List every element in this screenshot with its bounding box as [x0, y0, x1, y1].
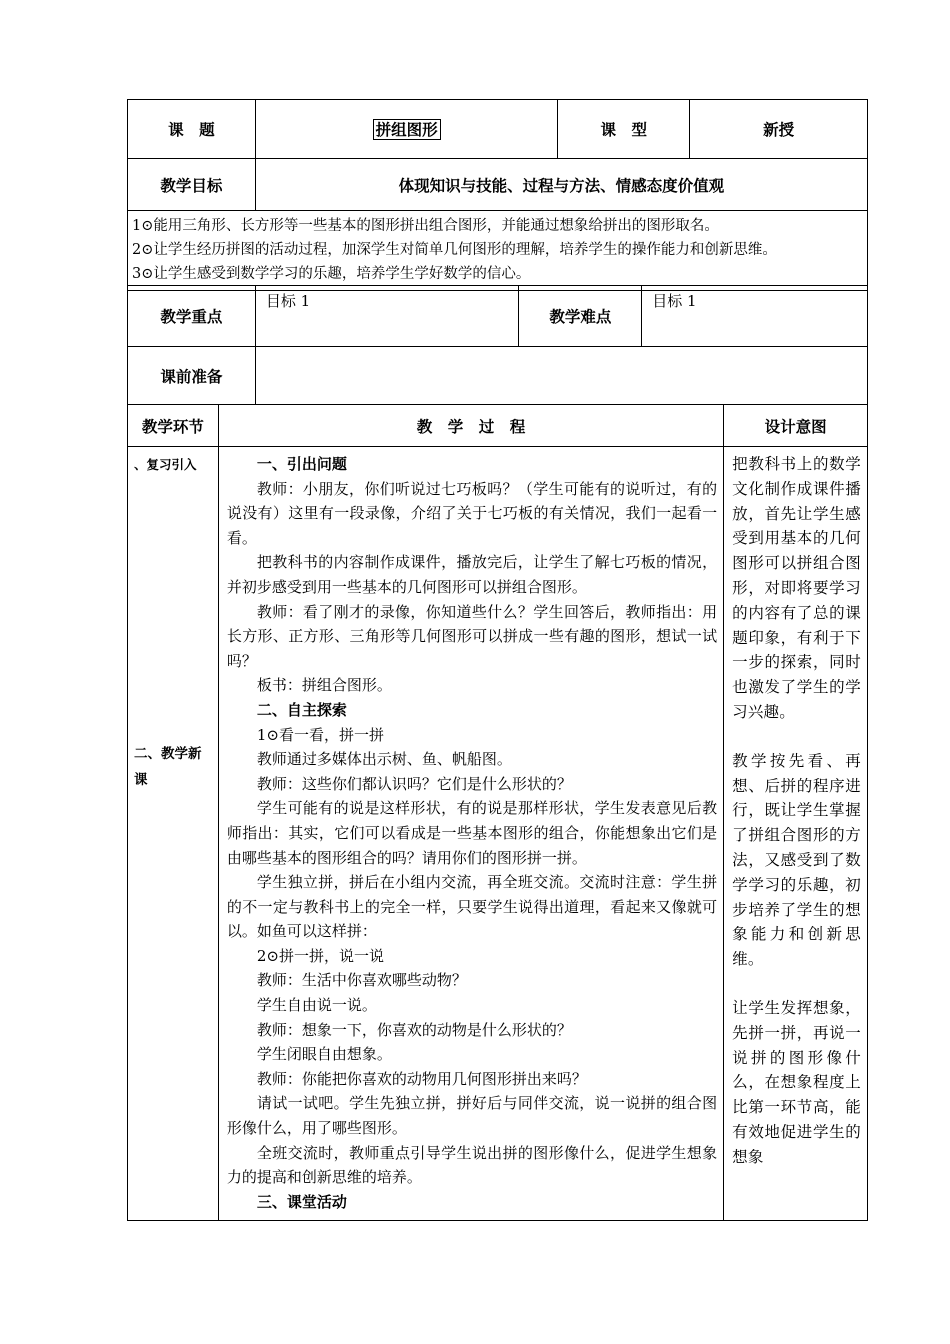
process-paragraph: 学生独立拼，拼后在小组内交流，再全班交流。交流时注意：学生拼的不一定与教科书上的完全一样，只要学生说得出道理，看起来又像就可以。如鱼可以这样拼：: [226, 873, 718, 941]
process-paragraph: 1⊙看一看，拼一拼: [256, 725, 384, 744]
process-paragraphs: [227, 452, 717, 1214]
key-value: 目标 1: [255, 286, 519, 347]
process-paragraph: 教师：想象一下，你喜欢的动物是什么形状的？: [256, 1020, 572, 1039]
process-paragraph: 学生可能有的说是这样形状，有的说是那样形状，学生发表意见后教师指出：其实，它们可以看成是一些基本图形的组合，你能想象出它们是由哪些基本的图形组合的吗？请用你们的图形拼一拼。: [226, 799, 718, 867]
process-paragraph: 板书：拼组合图形。: [256, 676, 392, 695]
stage-review: 、复习引入: [134, 457, 197, 472]
process-paragraph: 教师通过多媒体出示树、鱼、帆船图。: [256, 750, 512, 769]
process-paragraph: 教师：这些你们都认识吗？它们是什么形状的？: [256, 774, 572, 793]
key-label: 教学重点: [128, 286, 256, 347]
process-paragraph: 全班交流时，教师重点引导学生说出拼的图形像什么，促进学生想象力的提高和创新思维的培养。: [226, 1143, 718, 1187]
type-label: 课 型: [558, 100, 690, 159]
prep-value: [255, 347, 867, 405]
goal-item: 3⊙让学生感受到数学学习的乐趣，培养学生学好数学的信心。: [132, 266, 531, 282]
process-paragraph: 请试一试吧。学生先独立拼，拼好后与同伴交流，说一说拼的组合图形像什么，用了哪些图形。: [226, 1094, 718, 1138]
col-process: 教 学 过 程: [218, 405, 723, 447]
teaching-process-table: [127, 404, 868, 1221]
section-heading: 一、引出问题: [256, 455, 347, 473]
intent-paragraph: 教学按先看、再想、后拼的程序进行，既让学生掌握了拼组合图形的方法，又感受到了数学学习的乐趣，初步培养了学生的想象能力和创新思维。: [732, 751, 861, 969]
goals-label: 教学目标: [128, 159, 256, 211]
prep-label: 课前准备: [128, 347, 256, 405]
intent-paragraph: 让学生发挥想象，先拼一拼，再说一说拼的图形像什么，在想象程度上比第一环节高，能有效地促进学生的想象: [732, 998, 861, 1166]
topic-value: [255, 100, 558, 159]
process-paragraph: 教师：你能把你喜欢的动物用几何图形拼出来吗？: [256, 1069, 587, 1088]
section-heading: 三、课堂活动: [256, 1192, 347, 1211]
process-paragraph: 把教科书的内容制作成课件，播放完后，让学生了解七巧板的情况，并初步感受到用一些基本的几何图形可以拼组合图形。: [226, 553, 718, 596]
col-intent: 设计意图: [724, 405, 868, 447]
process-paragraph: 教师：小朋友，你们听说过七巧板吗？（学生可能有的说听过，有的说没有）这里有一段录像，介绍了关于七巧板的有关情况，我们一起看一看。: [226, 479, 718, 547]
type-value: 新授: [690, 100, 868, 159]
goal-item: 2⊙让学生经历拼图的活动过程，加深学生对简单几何图形的理解，培养学生的操作能力和创新思维。: [132, 242, 777, 258]
goal-item: 1⊙能用三角形、长方形等一些基本的图形拼出组合图形，并能通过想象给拼出的图形取名。: [132, 218, 719, 234]
difficulty-label: 教学难点: [519, 286, 642, 347]
key-points-table: [127, 285, 868, 405]
stage-new-lesson: 二、教学新课: [134, 746, 202, 788]
goals-description: 体现知识与技能、过程与方法、情感态度价值观: [255, 159, 867, 211]
process-content: [218, 447, 723, 1221]
goals-list: [128, 211, 868, 291]
process-paragraph: 教师：生活中你喜欢哪些动物？: [256, 971, 467, 990]
intent-content: [724, 447, 868, 1221]
difficulty-value: 目标 1: [642, 286, 868, 347]
col-stage: 教学环节: [128, 405, 219, 447]
intent-paragraph: 把教科书上的数学文化制作成课件播放，首先让学生感受到用基本的几何图形可以拼组合图形，对即将要学习的内容有了总的课题印象，有利于下一步的探索，同时也激发了学生的学习兴趣。: [732, 455, 861, 721]
section-heading: 二、自主探索: [256, 700, 347, 719]
topic-title: 拼组图形: [373, 119, 441, 140]
topic-label: 课 题: [128, 100, 256, 159]
process-paragraph: 学生自由说一说。: [256, 996, 377, 1015]
process-paragraph: 教师：看了刚才的录像，你知道些什么？学生回答后，教师指出：用长方形、正方形、三角形等几何图形可以拼成一些有趣的图形，想试一试吗？: [226, 602, 718, 670]
process-paragraph: 2⊙拼一拼，说一说: [256, 946, 384, 965]
lesson-info-table: [127, 99, 868, 291]
process-paragraph: 学生闭眼自由想象。: [256, 1045, 392, 1064]
stage-column: [128, 447, 219, 1221]
